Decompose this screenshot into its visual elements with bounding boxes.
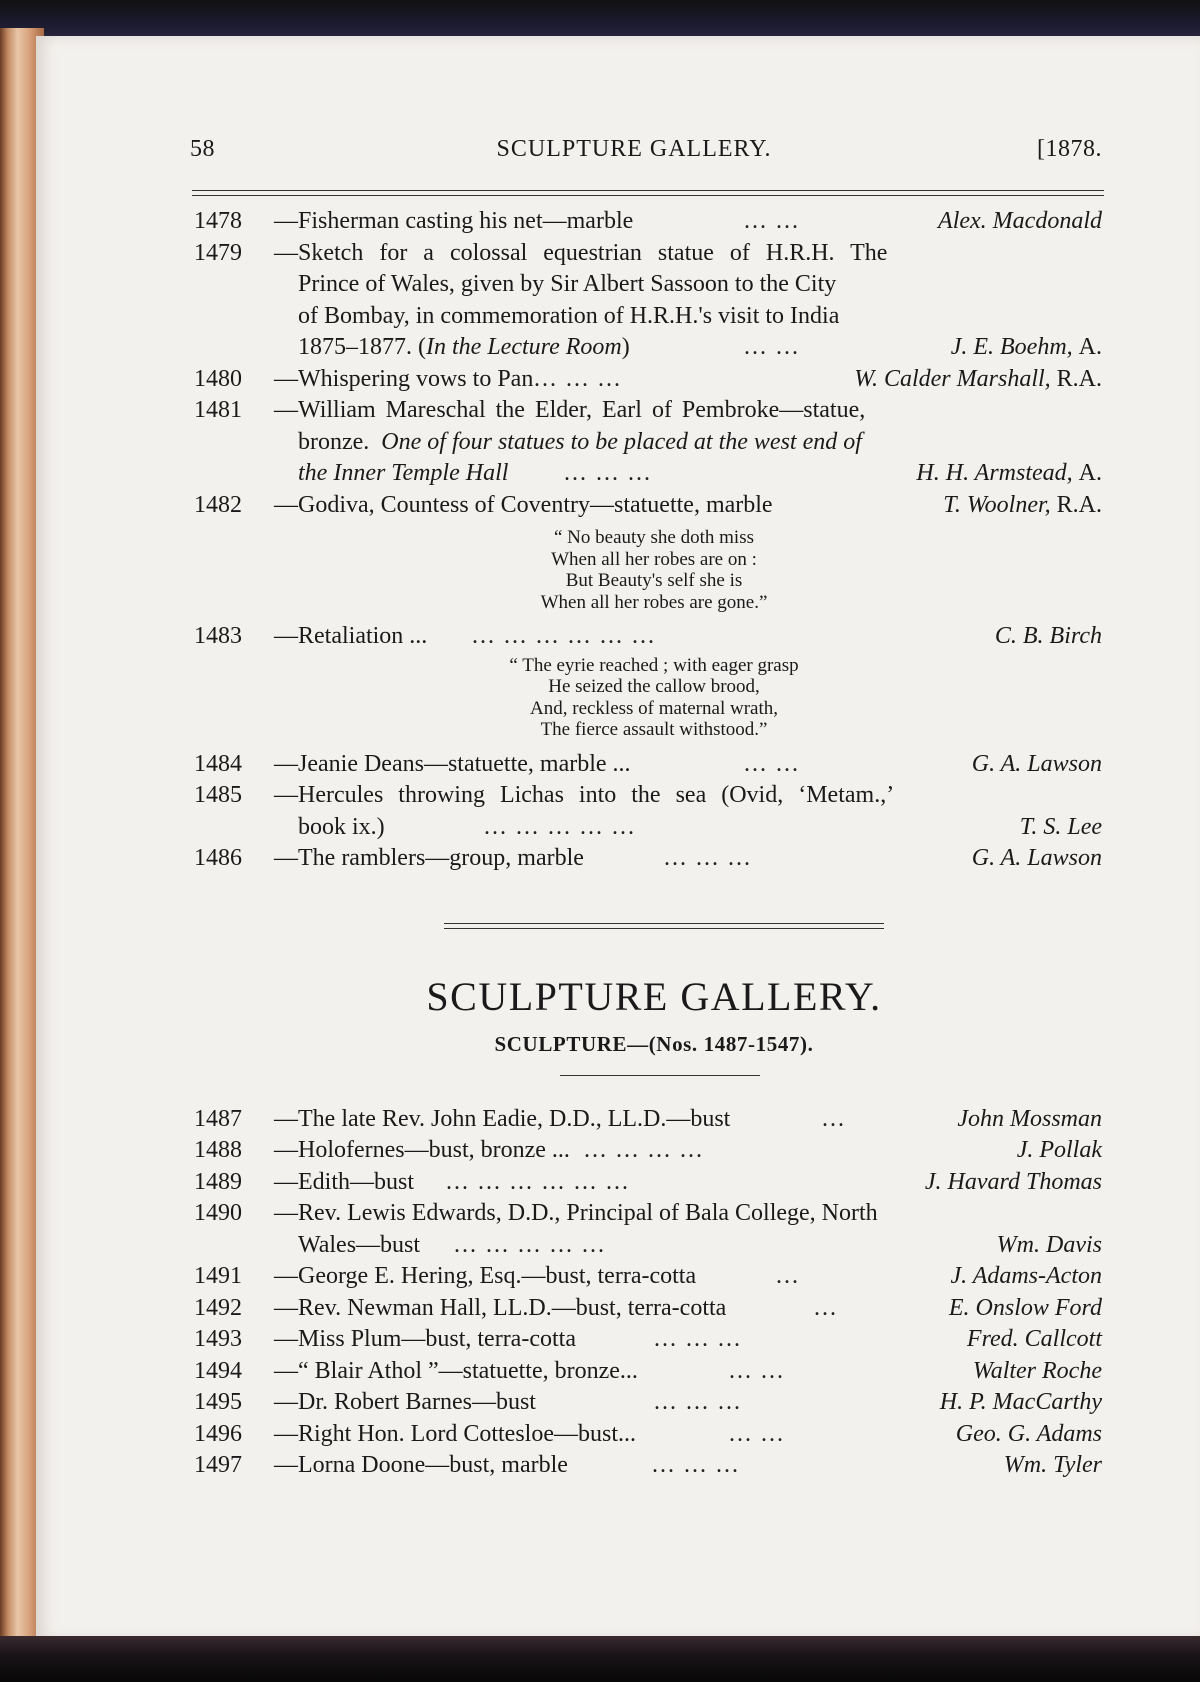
entry-number: 1486: [194, 845, 242, 871]
entry-artist: John Mossman: [951, 1104, 1102, 1136]
leader-dots: ... ... ...: [564, 460, 652, 486]
catalogue-entry: [154, 1293, 1114, 1325]
page-number: 58: [190, 136, 215, 162]
entry-artist: C. B. Birch: [989, 621, 1102, 653]
entry-title: —Godiva, Countess of Coventry—statuette, marble: [274, 491, 773, 518]
entry-number: 1482: [194, 491, 242, 518]
section-short-rule: [560, 1075, 760, 1076]
entry-title: —Lorna Doone—bust, marble: [274, 1452, 568, 1478]
entry-note-cont: the Inner Temple Hall: [298, 460, 509, 486]
entry-title: —The ramblers—group, marble: [274, 845, 584, 871]
catalogue-entry: [154, 843, 1114, 875]
entry-artist: Walter Roche: [967, 1356, 1102, 1388]
verse-line: And, reckless of maternal wrath,: [530, 697, 778, 719]
entry-title: —Miss Plum—bust, terra-cotta: [274, 1326, 576, 1352]
entry-artist: Fred. Callcott: [961, 1324, 1102, 1356]
entry-title-cont: Prince of Wales, given by Sir Albert Sassoon to the City: [298, 271, 837, 297]
entry-number: 1496: [194, 1420, 242, 1447]
catalogue-entry: [154, 1356, 1114, 1388]
leader-dots: ...: [814, 1294, 838, 1321]
verse-line: “ No beauty she doth miss: [553, 527, 754, 548]
entry-number: 1493: [194, 1326, 242, 1352]
leader-dots: ...: [776, 1263, 800, 1289]
catalogue-entry: [154, 1198, 1114, 1261]
section-title: SCULPTURE GALLERY.: [426, 973, 882, 1019]
entry-title: —Hercules throwing Lichas into the sea (Ovid, ‘Metam.,’: [274, 782, 895, 808]
entry-title: —“ Blair Athol ”—statuette, bronze...: [274, 1357, 638, 1384]
entry-artist: G. A. Lawson: [966, 843, 1102, 875]
entry-note: One of four statues to be placed at the west end of: [381, 428, 862, 455]
entry-number: 1497: [194, 1452, 242, 1478]
entry-title: —Right Hon. Lord Cottesloe—bust...: [274, 1420, 636, 1447]
leader-dots: ... ... ... ... ... ...: [446, 1168, 630, 1195]
catalogue-entry: [154, 395, 1114, 490]
entry-number: 1488: [194, 1137, 242, 1163]
entry-artist: J. Havard Thomas: [919, 1167, 1102, 1199]
entry-artist: T. S. Lee: [1014, 812, 1102, 844]
entry-title: —Edith—bust: [274, 1168, 415, 1195]
entry-number: 1483: [194, 623, 242, 649]
entry-title: —The late Rev. John Eadie, D.D., LL.D.—bust: [274, 1105, 731, 1132]
verse-line: When all her robes are gone.”: [540, 591, 768, 613]
entry-title: —Dr. Robert Barnes—bust: [274, 1389, 536, 1415]
entry-number: 1484: [194, 750, 242, 777]
catalogue-entry: [154, 490, 1114, 614]
catalogue-entry: [154, 238, 1114, 364]
artist-rank: R.A.: [1056, 365, 1102, 392]
leader-dots: ... ... ... ...: [584, 1137, 704, 1163]
entry-number: 1490: [194, 1200, 242, 1226]
entry-title: —Holofernes—bust, bronze ...: [274, 1137, 570, 1163]
entries-bottom: [154, 1104, 1114, 1482]
entry-title-cont: book ix.): [298, 813, 385, 840]
leader-dots: ... ...: [744, 334, 800, 360]
entry-artist: Wm. Tyler: [998, 1450, 1102, 1482]
artist-rank: R.A.: [1056, 491, 1102, 518]
verse-quote: [154, 527, 1114, 613]
catalogue-entry: [154, 621, 1114, 741]
catalogue-entry: [154, 1167, 1114, 1199]
entry-artist: J. Pollak: [1011, 1135, 1102, 1167]
entry-artist: J. Adams-Acton: [944, 1261, 1102, 1293]
catalogue-entry: [154, 1324, 1114, 1356]
header-double-rule: [192, 190, 1104, 196]
leader-dots: ... ...: [729, 1357, 785, 1384]
entry-number: 1479: [194, 239, 242, 266]
entry-artist: [848, 364, 1102, 396]
entry-number: 1492: [194, 1294, 242, 1321]
catalogue-entry: [154, 364, 1114, 396]
entry-artist: G. A. Lawson: [966, 749, 1102, 781]
catalogue-entry: [154, 749, 1114, 781]
leader-dots: ... ... ...: [664, 845, 752, 871]
entry-title: —Whispering vows to Pan: [274, 365, 534, 392]
entry-artist: Geo. G. Adams: [950, 1419, 1102, 1451]
entry-title: —Retaliation ...: [274, 623, 428, 649]
catalogue-entry: [154, 780, 1114, 843]
catalogue-entry: [154, 1261, 1114, 1293]
catalogue-page: [36, 36, 1200, 1640]
leader-dots: ... ... ... ... ...: [454, 1231, 606, 1258]
entry-date: 1875–1877. (: [298, 334, 426, 360]
leader-dots: ... ...: [744, 750, 800, 777]
leader-dots: ... ... ...: [652, 1452, 740, 1478]
section-double-rule: [444, 923, 884, 929]
verse-line: The fierce assault withstood.”: [540, 719, 768, 740]
artist-name: W. Calder Marshall,: [854, 365, 1051, 392]
entry-title: —Rev. Newman Hall, LL.D.—bust, terra-cotta: [274, 1294, 727, 1321]
verse-line: He seized the callow brood,: [548, 676, 760, 697]
section-subtitle: SCULPTURE—(Nos. 1487-1547).: [494, 1031, 814, 1056]
entry-title: —George E. Hering, Esq.—bust, terra-cotta: [274, 1263, 697, 1289]
entry-artist: E. Onslow Ford: [943, 1293, 1102, 1325]
artist-rank: A.: [1078, 460, 1102, 486]
catalogue-entry: [154, 1135, 1114, 1167]
entry-artist: [910, 458, 1102, 490]
entry-title: —Rev. Lewis Edwards, D.D., Principal of Bala College, North: [274, 1200, 878, 1226]
running-title: SCULPTURE GALLERY.: [496, 136, 772, 162]
entry-location-close: ): [621, 334, 630, 360]
entry-material: bronze.: [298, 428, 370, 455]
catalogue-entry: [154, 1450, 1114, 1482]
entry-artist: Alex. Macdonald: [932, 206, 1102, 238]
artist-name: J. E. Boehm,: [950, 334, 1073, 360]
catalogue-entry: [154, 206, 1114, 238]
entry-title: —Sketch for a colossal equestrian statue of H.R.H. The: [274, 239, 888, 266]
entry-artist: [937, 490, 1102, 522]
leader-dots: ... ... ... ... ... ...: [472, 623, 656, 649]
entry-title: —Fisherman casting his net—marble: [274, 208, 634, 234]
catalogue-entry: [154, 1104, 1114, 1136]
verse-line: When all her robes are on :: [551, 548, 757, 570]
entry-artist: H. P. MacCarthy: [934, 1387, 1102, 1419]
entry-location: In the Lecture Room: [426, 334, 622, 360]
leader-dots: ... ... ...: [654, 1326, 742, 1352]
page-content: [154, 136, 1114, 1482]
entries-top: [154, 206, 1114, 875]
entry-number: 1494: [194, 1357, 242, 1384]
artist-name: H. H. Armstead,: [916, 460, 1073, 486]
entry-artist: Wm. Davis: [991, 1230, 1102, 1262]
leader-dots: ... ... ...: [534, 365, 622, 392]
entry-number: 1495: [194, 1389, 242, 1415]
year-mark: [1878.: [1037, 136, 1102, 162]
entry-number: 1480: [194, 365, 242, 392]
entry-number: 1478: [194, 208, 242, 234]
leader-dots: ... ...: [729, 1420, 785, 1447]
verse-line: “ The eyrie reached ; with eager grasp: [509, 654, 799, 676]
entry-title: —William Mareschal the Elder, Earl of Pembroke—statue,: [274, 397, 866, 423]
entry-number: 1481: [194, 397, 242, 423]
catalogue-entry: [154, 1419, 1114, 1451]
verse-line: But Beauty's self she is: [565, 570, 743, 591]
artist-name: T. Woolner,: [943, 491, 1051, 518]
entry-number: 1489: [194, 1168, 242, 1195]
entry-artist: [945, 332, 1102, 364]
entry-title: —Jeanie Deans—statuette, marble ...: [274, 750, 631, 777]
entry-number: 1491: [194, 1263, 242, 1289]
entry-title-cont: of Bombay, in commemoration of H.R.H.'s visit to India: [298, 302, 840, 329]
scan-bottom-edge: [0, 1636, 1200, 1682]
entry-title-cont: Wales—bust: [298, 1231, 421, 1258]
running-head: [154, 136, 1114, 172]
verse-quote: [154, 655, 1114, 741]
leader-dots: ... ...: [744, 208, 800, 234]
leader-dots: ... ... ... ... ...: [484, 813, 636, 840]
artist-rank: A.: [1078, 334, 1102, 360]
entry-number: 1485: [194, 782, 242, 808]
leader-dots: ... ... ...: [654, 1389, 742, 1415]
leader-dots: ...: [822, 1105, 846, 1132]
catalogue-entry: [154, 1387, 1114, 1419]
entry-number: 1487: [194, 1105, 242, 1132]
